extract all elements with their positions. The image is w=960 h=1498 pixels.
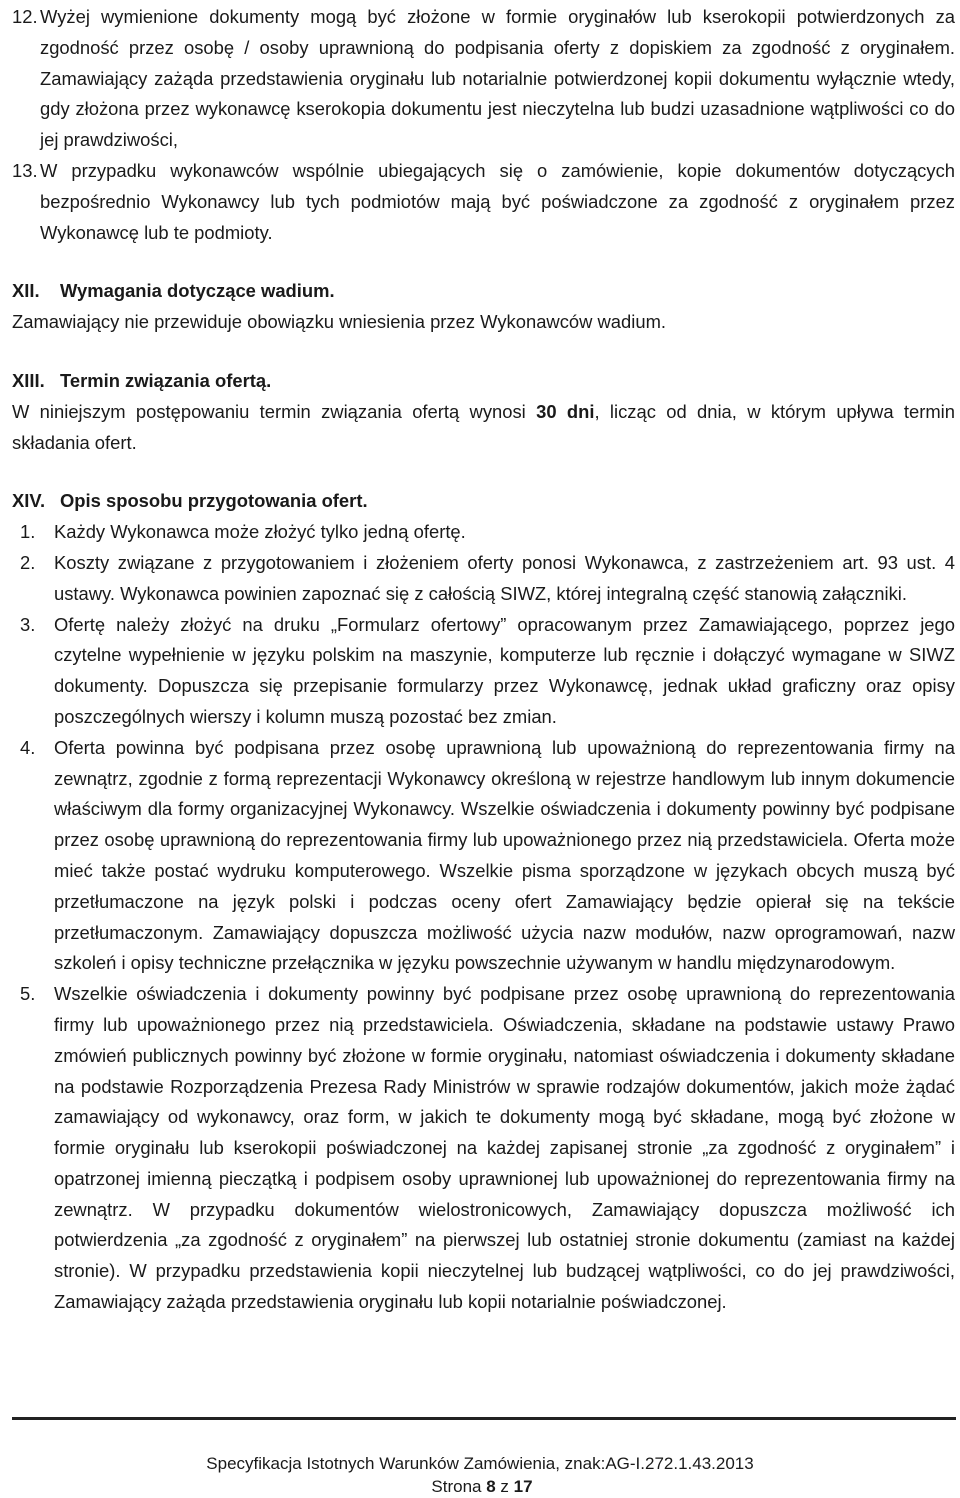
list-item (12, 733, 955, 979)
page-word: Strona (431, 1477, 487, 1496)
list-item (12, 548, 955, 610)
section-text (12, 397, 955, 459)
item-text: W przypadku wykonawców wspólnie ubiegających się o zamówienie, kopie dokumentów dotyczących bezpośrednio Wykonawcy lub tych podmiotów mają być poświadczone za zgodność z oryginałem przez Wykonawcę lub te podmioty. (40, 159, 955, 243)
footer-divider (12, 1417, 956, 1420)
list-item (12, 517, 955, 548)
item-number: 5. (20, 983, 36, 1005)
section-number: XIII. (12, 369, 45, 391)
item-number: 12. (12, 6, 38, 27)
text-run: W niniejszym postępowaniu termin związania ofertą wynosi (12, 400, 537, 422)
page-footer (0, 1452, 960, 1498)
page-total: 17 (513, 1477, 533, 1496)
item-text: Oferta powinna być podpisana przez osobę uprawnioną lub upoważnioną do reprezentowania firmy na zewnątrz, zgodnie z formą reprezentacji Wykonawcy określoną w rejestrze handlowym lub innym dokumencie właściwym dla formy organizacyjnej Wykonawcy. Wszelkie oświadczenia i dokumenty powinny być podpisane przez osobę uprawnioną do reprezentowania firmy lub upoważnionego przez nią przedstawiciela. Oferta może mieć także postać wydruku komputerowego. Wszelkie pisma sporządzone w językach obcych muszą być przetłumaczone na język polski i podczas oceny ofert Zamawiający będzie opierał się na tekście przetłumaczonym. Zamawiający dopuszcza możliwość użycia nazw modułów, nazw oprogramowań, nazw szkoleń i opisy techniczne przełącznika w języku powszechnie używanym w handlu międzynarodowym. (54, 736, 955, 974)
list-item (12, 979, 955, 1318)
item-number: 13. (12, 159, 38, 181)
section-text: Zamawiający nie przewiduje obowiązku wniesienia przez Wykonawców wadium. (12, 311, 667, 333)
item-number: 4. (20, 736, 36, 758)
section-number: XII. (12, 280, 40, 302)
list-item-12 (12, 2, 955, 156)
footer-spec-reference: Specyfikacja Istotnych Warunków Zamówienia, znak:AG-I.272.1.43.2013 (206, 1454, 754, 1473)
section-title: Opis sposobu przygotowania ofert. (60, 490, 368, 512)
section-number: XIV. (12, 490, 46, 512)
item-text: Koszty związane z przygotowaniem i złożeniem oferty ponosi Wykonawca, z zastrzeżeniem art. 93 ust. 4 ustawy. Wykonawca powinien zapoznać się z całością SIWZ, której integralną część stanowią załączniki. (54, 551, 955, 604)
section-title: Termin związania ofertą. (60, 369, 272, 391)
item-text: Każdy Wykonawca może złożyć tylko jedną ofertę. (54, 521, 466, 543)
document-body (12, 2, 955, 1318)
item-number: 2. (20, 551, 36, 573)
section-heading-xii (12, 276, 955, 307)
section-heading-xiv (12, 486, 955, 517)
list-item (12, 610, 955, 733)
page-of: z (495, 1477, 514, 1496)
item-text: Wszelkie oświadczenia i dokumenty powinny być podpisane przez osobę uprawnioną do reprezentowania firmy lub upoważnionego przez nią przedstawiciela. Oświadczenia, składane na podstawie ustawy Prawo zmówień publicznych powinny być złożone w formie oryginału, natomiast oświadczenia i dokumenty składane na podstawie Rozporządzenia Prezesa Rady Ministrów w sprawie rodzajów dokumentów, jakich może żądać zamawiający od wykonawcy, oraz form, w jakich te dokumenty mogą być składane, mogą być złożone w formie oryginału lub kserokopii poświadczonej na każdej zapisanej stronie „za zgodność z oryginałem” i opatrzonej imienną pieczątką i podpisem osoby uprawnionej lub upoważnionej do reprezentowania firmy na zewnątrz. W przypadku dokumentów wielostronicowych, Zamawiający dopuszcza możliwość ich potwierdzenia „za zgodność z oryginałem” na pierwszej lub ostatniej stronie dokumentu (zamiast na każdej stronie). W przypadku przedstawienia kopii nieczytelnej lub budzącej wątpliwości, co do jej prawdziwości, Zamawiający zażąda przedstawienia oryginału lub kopii notarialnie poświadczonej. (54, 983, 955, 1313)
item-text: Ofertę należy złożyć na druku „Formularz ofertowy” opracowanym przez Zamawiającego, poprzez jego czytelne wypełnienie w języku polskim na maszynie, komputerze lub ręcznie i dołączyć wymagane w SIWZ dokumenty. Dopuszcza się przepisanie formularzy przez Wykonawcę, jednak układ graficzny oraz opisy poszczególnych wierszy i kolumn muszą pozostać bez zmian. (54, 613, 955, 727)
numbered-list (12, 517, 955, 1318)
item-number: 3. (20, 613, 36, 635)
page-number: 8 (486, 1477, 496, 1496)
section-title: Wymagania dotyczące wadium. (60, 280, 335, 302)
bold-value: 30 dni (536, 400, 595, 422)
item-number: 1. (20, 521, 36, 543)
list-item-13 (12, 156, 955, 248)
text-run: , licząc od dnia, w którym upływa termin składania ofert. (12, 400, 955, 453)
section-heading-xiii (12, 366, 955, 397)
item-text: Wyżej wymienione dokumenty mogą być złożone w formie oryginałów lub kserokopii potwierdzonych za zgodność przez osobę / osoby uprawnioną do podpisania oferty z dopiskiem za zgodność z oryginałem. Zamawiający zażąda przedstawienia oryginału lub notarialnie potwierdzonej kopii dokumentu wyłącznie wtedy, gdy złożona przez wykonawcę kserokopia dokumentu jest nieczytelna lub budzi uzasadnione wątpliwości co do jej prawdziwości, (40, 6, 955, 151)
page-counter (4, 1475, 960, 1498)
